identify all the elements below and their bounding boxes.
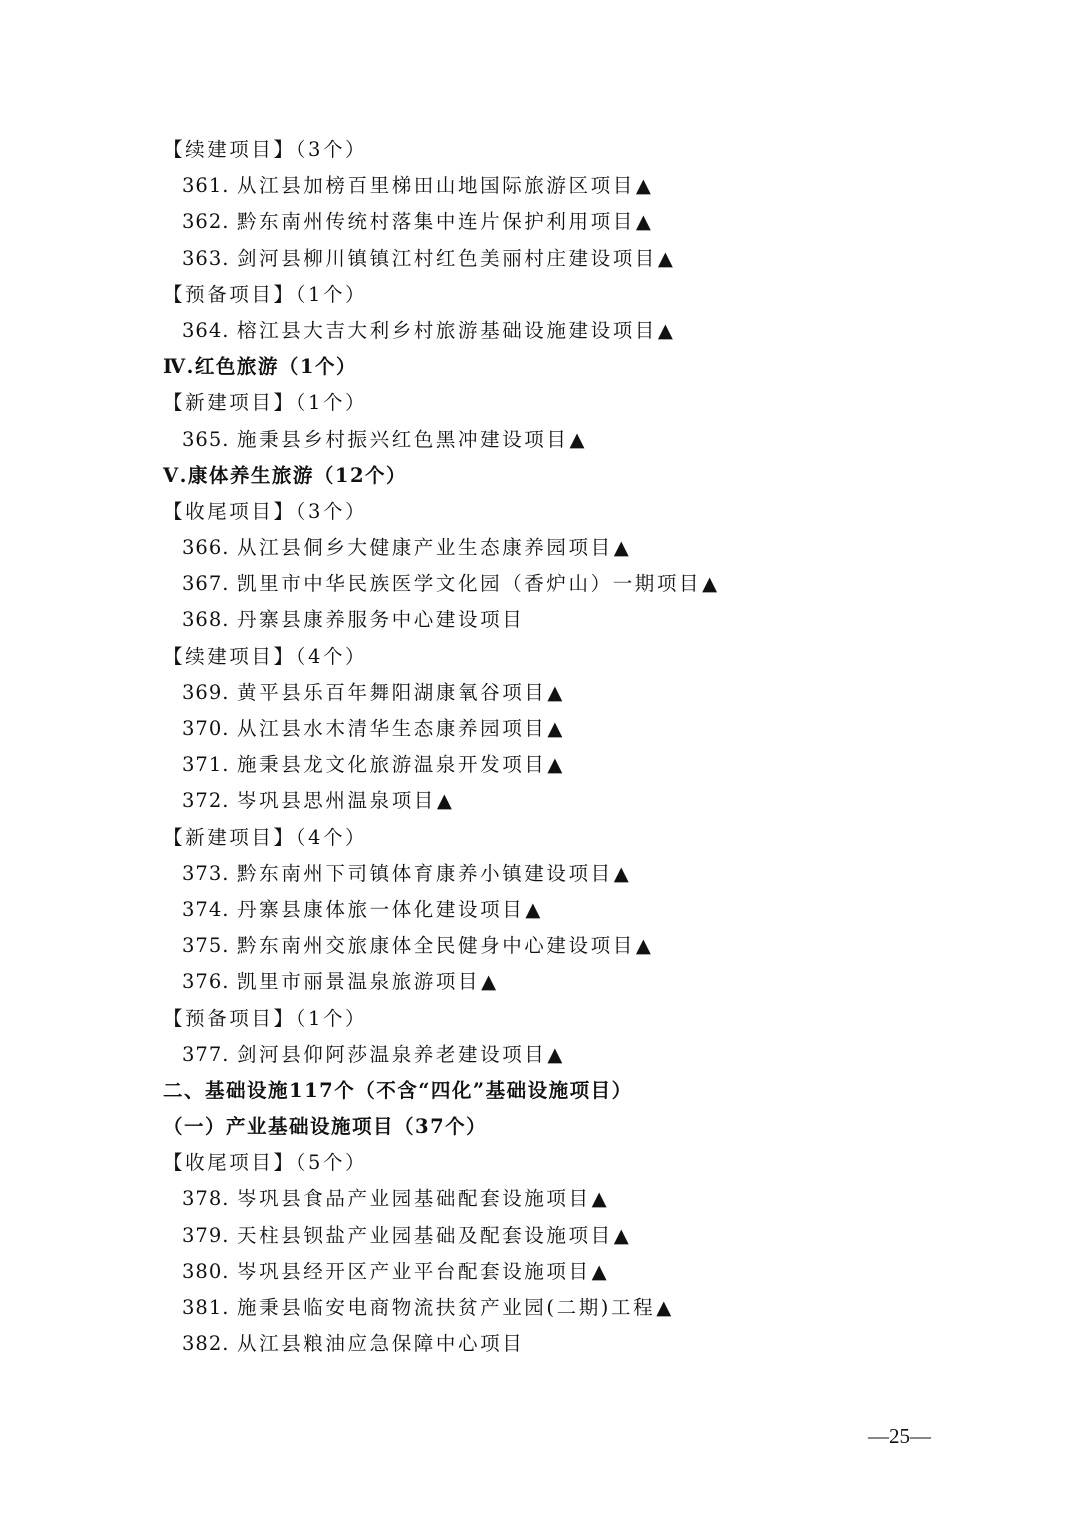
list-item [163, 1037, 963, 1073]
list-item [163, 928, 963, 964]
list-item [163, 856, 963, 892]
item-number: 376. [182, 970, 230, 994]
list-item [163, 204, 963, 240]
triangle-marker-icon: ▲ [591, 1187, 607, 1211]
page-number: —25— [868, 1424, 931, 1448]
triangle-marker-icon: ▲ [525, 897, 541, 921]
list-item [163, 1254, 963, 1290]
item-text: 岑巩县食品产业园基础配套设施项目 [237, 1187, 591, 1211]
list-item [163, 530, 963, 566]
item-text: 丹寨县康养服务中心建设项目 [237, 608, 525, 632]
item-text: 岑巩县思州温泉项目 [237, 789, 436, 813]
item-text: 黄平县乐百年舞阳湖康氧谷项目 [237, 680, 547, 704]
triangle-marker-icon: ▲ [635, 210, 651, 234]
item-text: 丹寨县康体旅一体化建设项目 [237, 897, 525, 921]
triangle-marker-icon: ▲ [657, 246, 673, 270]
triangle-marker-icon: ▲ [547, 680, 563, 704]
list-item [163, 1290, 963, 1326]
item-number: 365. [182, 427, 230, 451]
group-heading: 【收尾项目】（3个） [163, 499, 368, 523]
section-heading: （一）产业基础设施项目（37个） [163, 1115, 488, 1139]
item-text: 黔东南州传统村落集中连片保护利用项目 [237, 210, 635, 234]
item-number: 372. [182, 789, 230, 813]
group-heading: 【续建项目】（4个） [163, 644, 368, 668]
triangle-marker-icon: ▲ [547, 753, 563, 777]
item-number: 379. [182, 1223, 230, 1247]
item-text: 从江县水木清华生态康养园项目 [237, 717, 547, 740]
item-text: 从江县粮油应急保障中心项目 [237, 1332, 525, 1356]
triangle-marker-icon: ▲ [635, 174, 651, 198]
triangle-marker-icon: ▲ [656, 1296, 672, 1319]
triangle-marker-icon: ▲ [702, 572, 718, 596]
item-number: 369. [182, 680, 230, 704]
item-number: 371. [182, 753, 230, 777]
list-item [163, 711, 963, 747]
triangle-marker-icon: ▲ [657, 318, 673, 342]
group-heading: 【新建项目】（4个） [163, 825, 368, 849]
list-item [163, 1218, 963, 1254]
list-item [163, 313, 963, 349]
item-text: 榕江县大吉大利乡村旅游基础设施建设项目 [237, 318, 657, 342]
list-item [163, 241, 963, 277]
triangle-marker-icon: ▲ [591, 1259, 607, 1283]
triangle-marker-icon: ▲ [547, 717, 563, 740]
item-text: 黔东南州下司镇体育康养小镇建设项目 [237, 861, 613, 885]
item-text: 施秉县临安电商物流扶贫产业园(二期)工程 [237, 1296, 656, 1319]
item-number: 377. [182, 1042, 230, 1066]
item-text: 施秉县乡村振兴红色黑冲建设项目 [237, 427, 569, 451]
group-heading: 【新建项目】（1个） [163, 391, 368, 415]
item-text: 天柱县钡盐产业园基础及配套设施项目 [237, 1223, 613, 1247]
section-heading: Ⅴ.康体养生旅游（12个） [163, 463, 408, 487]
item-text: 凯里市丽景温泉旅游项目 [237, 970, 481, 994]
item-number: 367. [182, 572, 230, 596]
triangle-marker-icon: ▲ [569, 427, 585, 451]
list-item [163, 964, 963, 1000]
list-item [163, 602, 963, 638]
item-text: 从江县加榜百里梯田山地国际旅游区项目 [237, 174, 635, 198]
triangle-marker-icon: ▲ [635, 934, 651, 958]
item-text: 施秉县龙文化旅游温泉开发项目 [237, 753, 547, 777]
item-number: 380. [182, 1259, 230, 1283]
item-number: 375. [182, 934, 230, 958]
item-text: 岑巩县经开区产业平台配套设施项目 [237, 1259, 591, 1283]
triangle-marker-icon: ▲ [613, 536, 629, 560]
item-number: 362. [182, 210, 230, 234]
list-item [163, 566, 963, 602]
triangle-marker-icon: ▲ [547, 1042, 563, 1066]
triangle-marker-icon: ▲ [613, 861, 629, 885]
item-text: 黔东南州交旅康体全民健身中心建设项目 [237, 934, 635, 958]
list-item [163, 747, 963, 783]
list-item [163, 783, 963, 819]
triangle-marker-icon: ▲ [481, 970, 497, 994]
list-item [163, 1326, 963, 1362]
item-number: 382. [182, 1332, 230, 1356]
item-number: 364. [182, 318, 230, 342]
section-heading: 二、基础设施117个（不含“四化”基础设施项目） [163, 1078, 633, 1102]
item-number: 363. [182, 246, 230, 270]
group-heading: 【预备项目】（1个） [163, 282, 368, 306]
item-number: 361. [182, 174, 230, 198]
document-body [163, 132, 963, 1362]
item-text: 剑河县柳川镇镇江村红色美丽村庄建设项目 [237, 246, 657, 270]
group-heading: 【收尾项目】（5个） [163, 1151, 368, 1175]
group-heading: 【续建项目】（3个） [163, 138, 368, 161]
item-number: 368. [182, 608, 230, 632]
section-heading: Ⅳ.红色旅游（1个） [163, 355, 357, 379]
group-heading: 【预备项目】（1个） [163, 1006, 368, 1030]
item-number: 370. [182, 717, 230, 740]
triangle-marker-icon: ▲ [436, 789, 452, 813]
list-item [163, 675, 963, 711]
item-number: 373. [182, 861, 230, 885]
item-number: 378. [182, 1187, 230, 1211]
item-number: 374. [182, 897, 230, 921]
item-number: 381. [182, 1296, 230, 1319]
item-text: 剑河县仰阿莎温泉养老建设项目 [237, 1042, 547, 1066]
list-item [163, 892, 963, 928]
item-text: 从江县侗乡大健康产业生态康养园项目 [237, 536, 613, 560]
item-number: 366. [182, 536, 230, 560]
list-item [163, 168, 963, 204]
triangle-marker-icon: ▲ [613, 1223, 629, 1247]
list-item [163, 1181, 963, 1217]
list-item [163, 422, 963, 458]
item-text: 凯里市中华民族医学文化园（香炉山）一期项目 [237, 572, 702, 596]
